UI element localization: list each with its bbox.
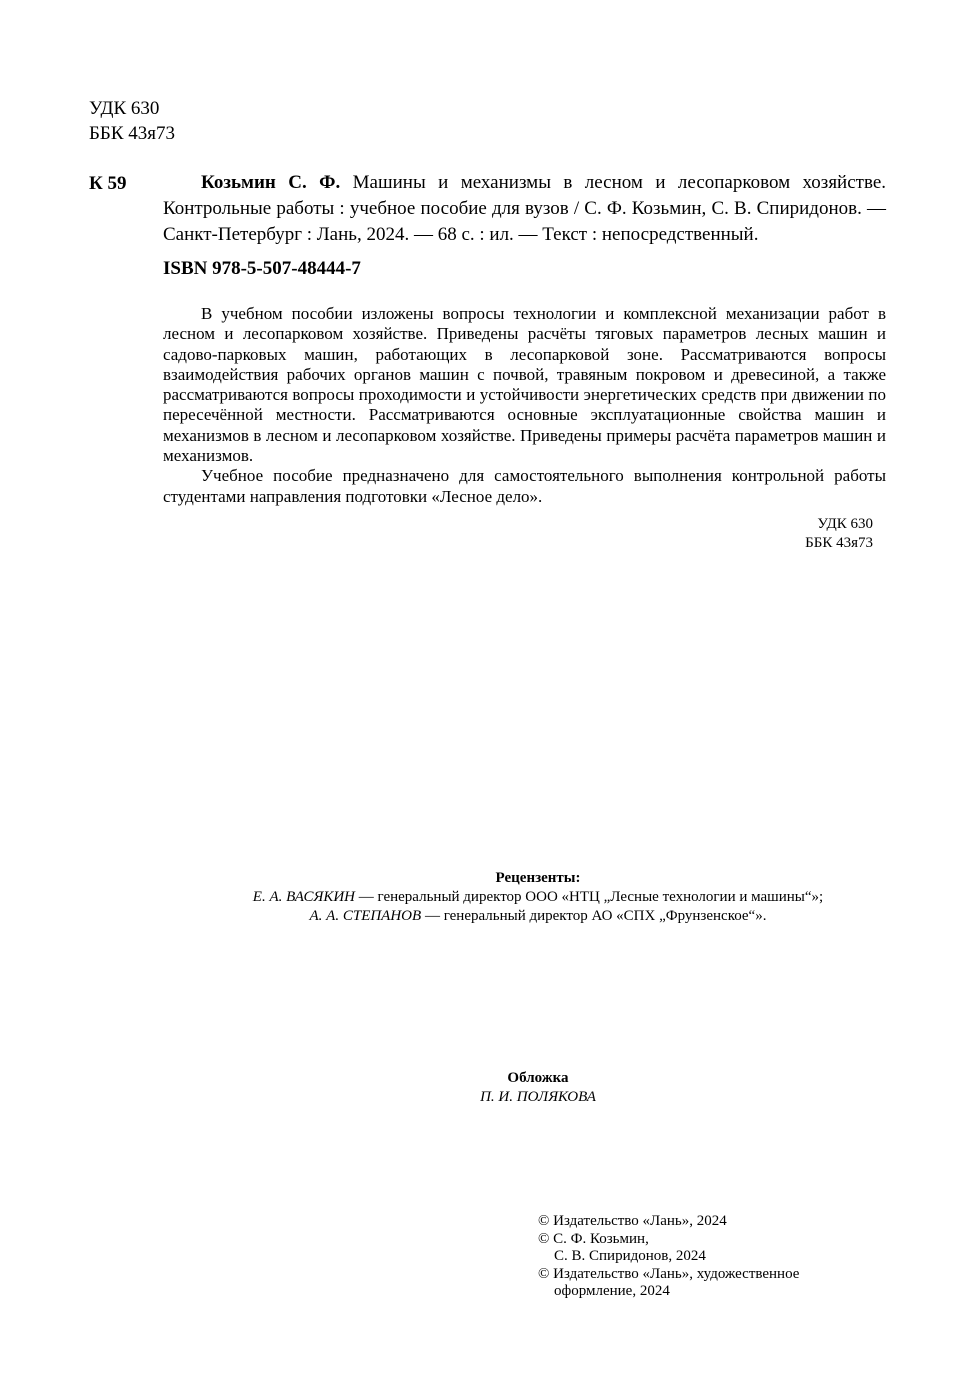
reviewer-1-name: Е. А. ВАСЯКИН [252,889,355,905]
annotation [163,304,886,507]
cover-heading: Обложка [507,1070,569,1086]
reviewer-1 [100,888,976,907]
cover-designer: П. И. ПОЛЯКОВА [480,1089,596,1105]
udk-code: УДК 630 [89,98,160,119]
copyright-line-1: © Издательство «Лань», 2024 [538,1213,727,1229]
reviewer-1-position: — генеральный директор ООО «НТЦ „Лесные технологии и машины“»; [355,889,824,905]
udk-code-right: УДК 630 [817,516,873,532]
copyright-line-3: С. В. Спиридонов, 2024 [554,1248,706,1264]
bbk-code-right: ББК 43я73 [805,535,873,551]
copyright-line-4: © Издательство «Лань», художественное [538,1265,800,1282]
copyright-line-5: оформление, 2024 [554,1283,670,1299]
copyright-block [538,1213,868,1301]
top-classification [89,96,175,146]
reviewers-heading: Рецензенты: [495,870,581,886]
reviewers-block [100,869,976,926]
copyright-line-2: © С. Ф. Козьмин, [538,1230,649,1247]
bbk-code: ББК 43я73 [89,123,175,144]
bottom-classification [700,515,873,553]
catalog-code: К 59 [89,173,127,194]
author-name: Козьмин С. Ф. [201,172,341,193]
bibliographic-record [163,170,886,248]
reviewer-2 [100,907,976,926]
bibliographic-description: Машины и механизмы в лесном и лесопарковом хозяйстве. Контрольные работы : учебное пособие для вузов / С. Ф. Козьмин, С. В. Спиридонов. — Санкт-Петербург : Лань, 2024. — 68 с. : ил. — Текст : непосредственный. [163,172,887,245]
reviewer-2-name: А. А. СТЕПАНОВ [309,908,422,924]
reviewer-2-position: — генеральный директор АО «СПХ „Фрунзенское“». [421,908,767,924]
annotation-paragraph-1: В учебном пособии изложены вопросы технологии и комплексной механизации работ в лесном и лесопарковом хозяйстве. Приведены расчёты тяговых параметров лесных машин и садово-парковых машин, работающих в лесопарковой зоне. Рассматриваются вопросы взаимодействия рабочих органов машин с почвой, травяным покровом и древесиной, а также рассматриваются вопросы проходимости и устойчивости энергетических средств при движении по пересечённой местности. Рассматриваются основные эксплуатационные свойства машин и механизмов в лесном и лесопарковом хозяйстве. Приведены примеры расчёта параметров машин и механизмов. [163,304,886,466]
annotation-paragraph-2: Учебное пособие предназначено для самостоятельного выполнения контрольной работы студентами направления подготовки «Лесное дело». [163,466,886,506]
isbn: ISBN 978-5-507-48444-7 [163,258,361,279]
cover-credit [100,1069,976,1107]
